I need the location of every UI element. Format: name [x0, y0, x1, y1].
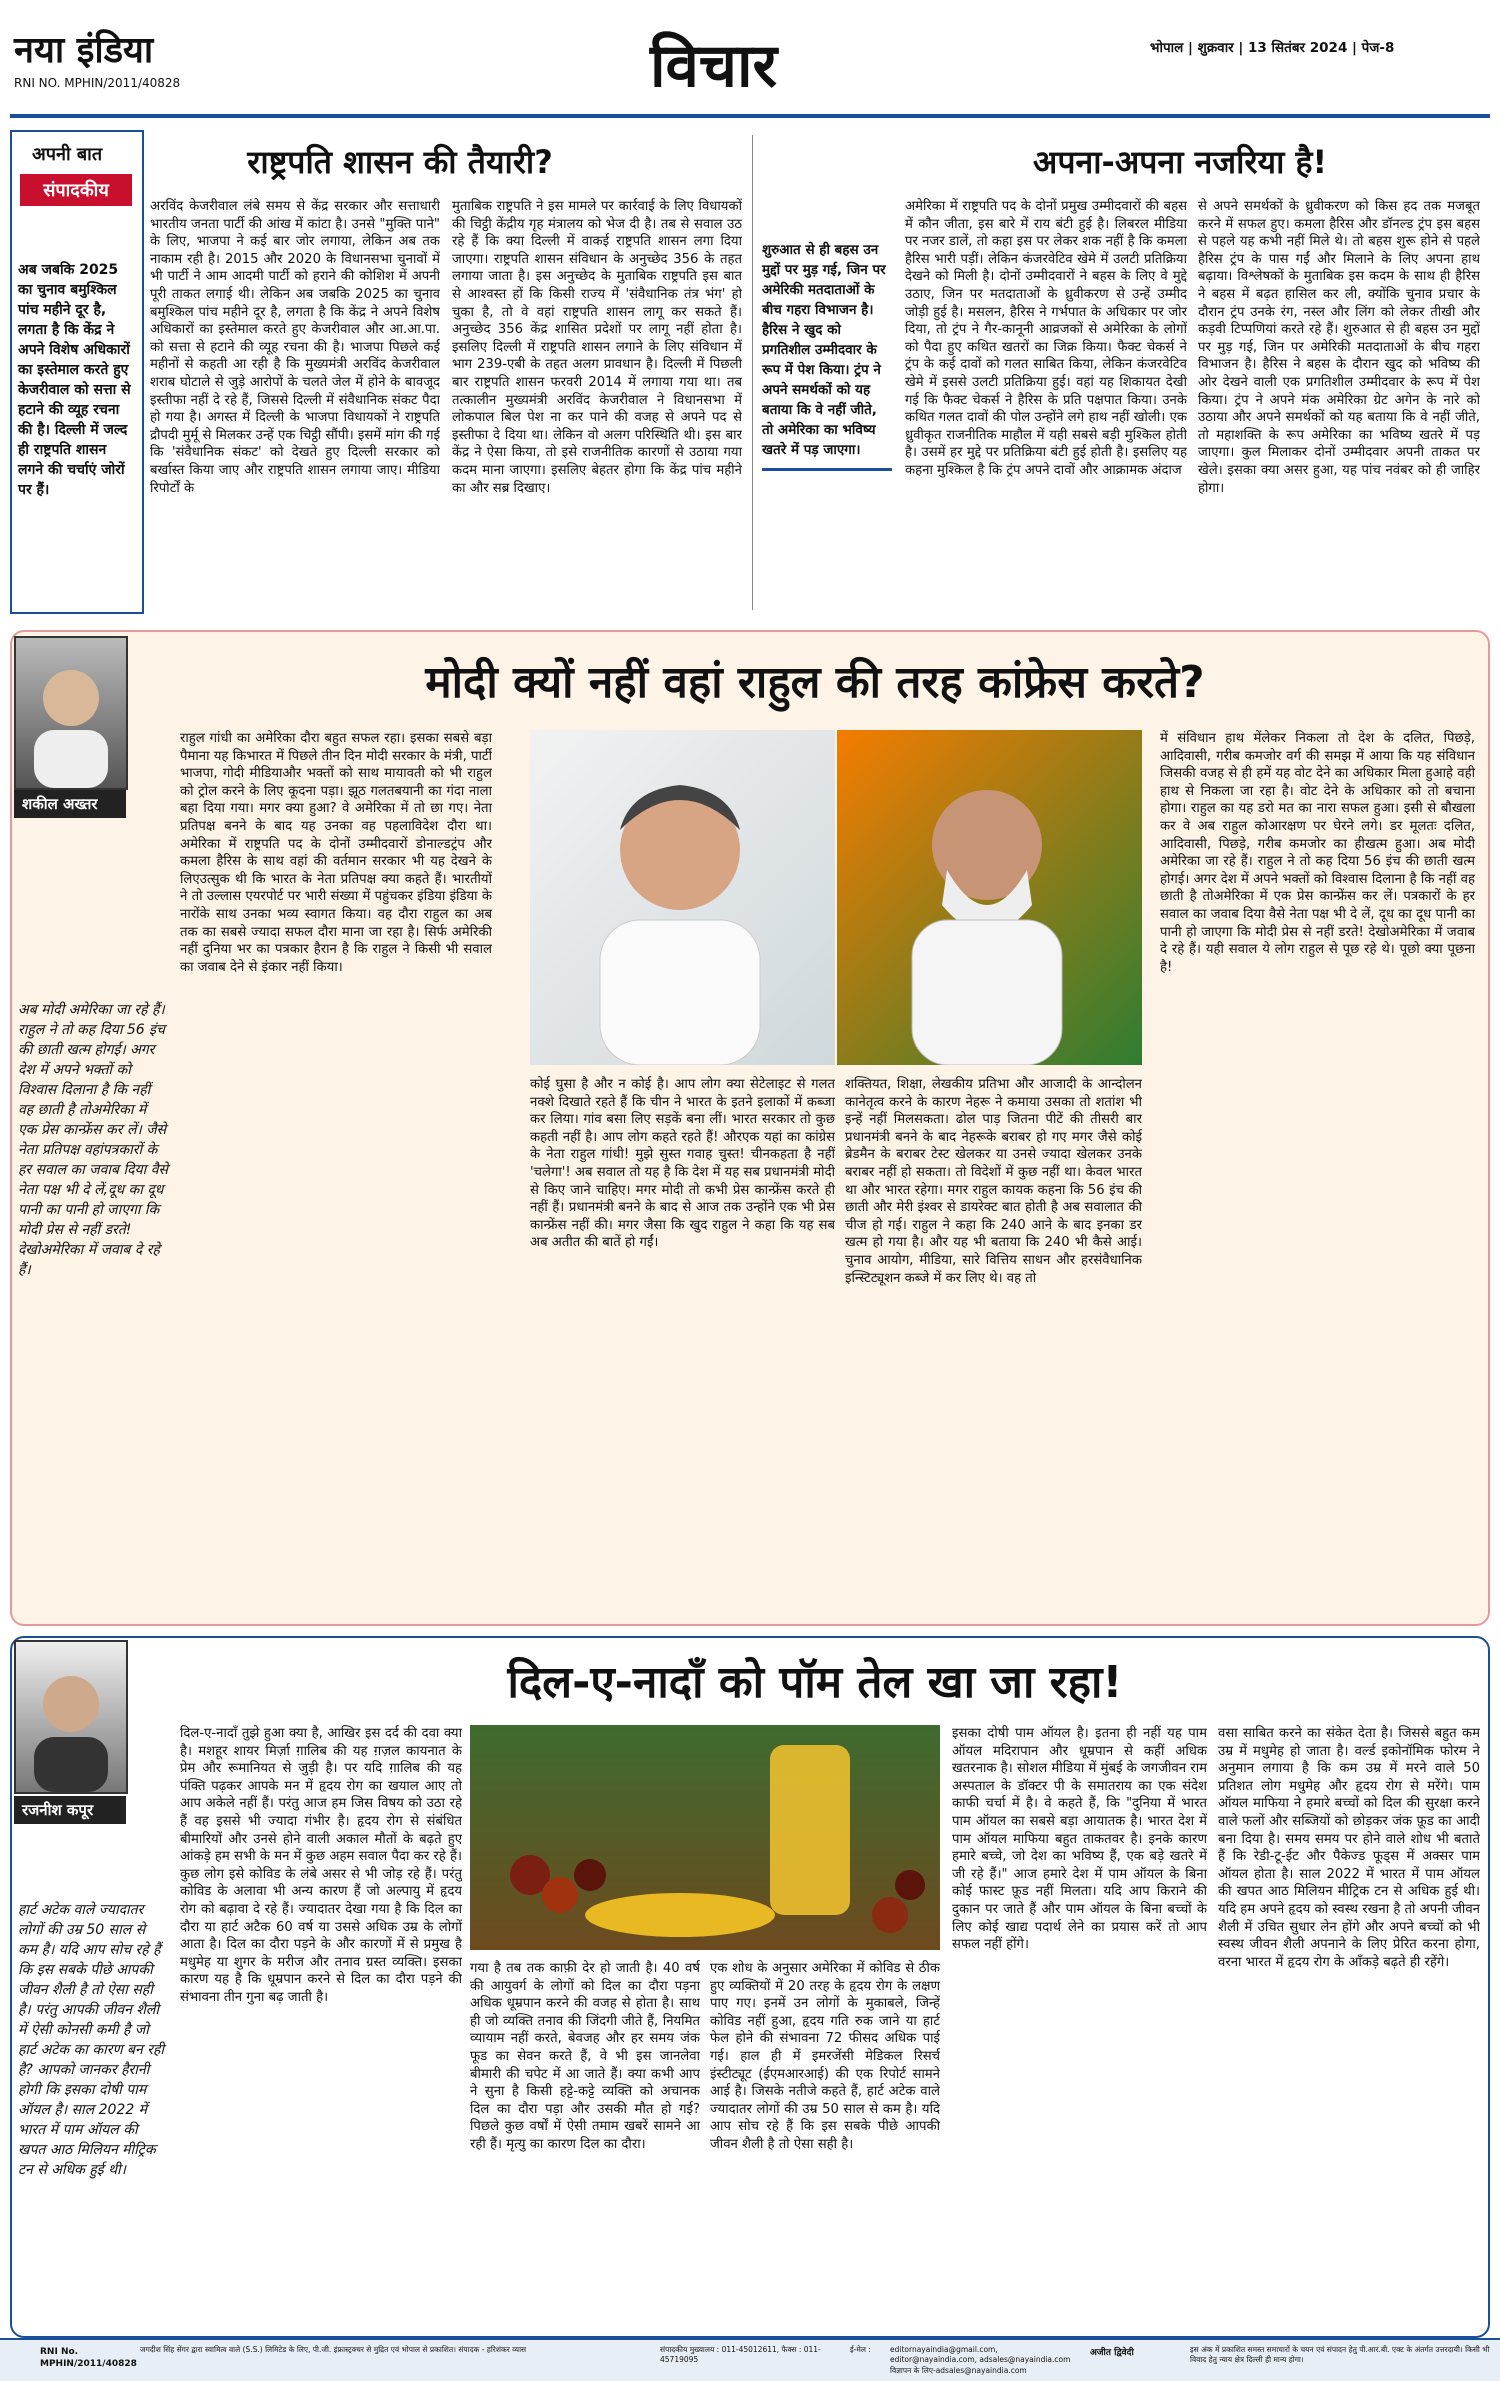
us-piece-headline: अपना-अपना नजरिया है!	[1032, 143, 1328, 181]
footer-ads: विज्ञापन के लिए-adsales@nayaindia.com	[890, 2366, 1027, 2375]
modi-article-pullquote: अब मोदी अमेरिका जा रहे हैं। राहुल ने तो कह दिया 56 इंच की छाती खत्म होगई। अगर देश में अपने भक्तों को विश्वास दिलाना है कि नहीं वह छाती है तोअमेरिका में एक प्रेस कान्फ्रेंस कर लें। जैसे नेता प्रतिपक्ष वहांपत्रकारों के हर सवाल का जवाब दिया वैसे नेता पक्ष भी दे लें,दूध का दूध पानी का पानी हो जाएगा कि मोदी प्रेस से नहीं डरते! देखोअमेरिका में जवाब दे रहे हैं।	[18, 1002, 169, 1278]
footer-imprint: जगदीश सिंह सेंगर द्वारा स्वामित्व वाले (S.S.) लिमिटेड के लिए, पी.जी. इंफ्रास्ट्रक्चर से मुद्रित एवं भोपाल से प्रकाशित। संपादक - हरिशंकर व्यास	[140, 2345, 527, 2354]
palm-col-1	[180, 1725, 462, 2325]
palm-col-4	[952, 1725, 1207, 2325]
section-title: विचार	[650, 31, 778, 101]
editorial-col-1	[150, 198, 440, 608]
palm-oil-photo	[470, 1725, 940, 1950]
masthead	[0, 0, 1500, 118]
modi-col-4-text: में संविधान हाथ मेंलेकर निकला तो देश के दलित, पिछड़े, आदिवासी, गरीब कमजोर वर्ग की समझ में आया कि यह संविधान जिसकी वजह से ही हमें यह वोट देने का अधिकार मिला हुआहे वही हाथ से निकला जा रहा है। वोट देने के अधिकार को तो बचाना होगा। राहुल का यह डरो मत का नारा सफल हुआ। इसी से बौखला कर वे अब राहुल कोआरक्षण पर घेरने लगे। डर मूलतः दलित, आदिवासी, पिछड़े, गरीब कमजोर का हीखत्म हुआ। अब मोदी अमेरिका जा रहे हैं। राहुल ने तो कह दिया 56 इंच की छाती खत्म होगई। अगर देश में अपने भक्तों को विश्वास दिलाना है कि नहीं वह छाती है तोअमेरिका में एक प्रेस कान्फ्रेंस कर लें। पत्रकारों के हर सवाल का जवाब दिया वैसे नेता पक्ष भी दे लें, दूध का दूध पानी का पानी हो जाएगा कि मोदी प्रेस से नहीं डरते! देखोअमेरिका में जवाब दे रहे हैं। यही सवाल ये लोग राहुल से पूछ रहे थे। पूछो क्या पूछना है!	[1160, 731, 1475, 975]
dateline: भोपाल | शुक्रवार | 13 सितंबर 2024 | पेज-8	[1150, 40, 1395, 56]
palm-col-3	[710, 1960, 940, 2325]
modi-col-4	[1160, 730, 1475, 1610]
footer	[0, 2338, 1500, 2381]
author-photo-rajneesh	[14, 1640, 128, 1794]
editorial-label-top: अपनी बात	[32, 144, 103, 165]
modi-col-2-text: कोई घुसा है और न कोई है। आप लोग क्या सेटेलाइट से गलत नक्शे दिखाते रहते हैं कि चीन ने भारत के इतने इलाकों में कब्जा कर लिया। गांव बसा लिए सड़कें बना लीं। भारत सरकार तो कुछ कहती नहीं है। आप लोग कहते रहते हैं! औरएक यहां का कांग्रेस के नेता राहुल गांधी! मुझे सुस्त गवाह चुस्त! चीनकहता है नहीं 'चलेगा'! अब सवाल तो यह है कि देश में यह सब प्रधानमंत्री मोदी से किए जाने चाहिए। मगर मोदी तो कभी प्रेस कान्फ्रेंस करते ही नहीं हैं। प्रधानमंत्री बनने के बाद से आज तक उन्होंने एक भी प्रेस कान्फ्रेंस नहीं की। मगर जैसा कि खुद राहुल ने कहा कि यह सब अब अतीत की बातें हो गईं।	[530, 1077, 835, 1251]
rni-number: RNI NO. MPHIN/2011/40828	[14, 76, 181, 90]
photo-narendra-modi	[837, 730, 1142, 1065]
footer-rni: RNI No. MPHIN/2011/40828	[40, 2347, 137, 2369]
modi-photo-illustration	[837, 730, 1142, 1065]
us-piece-col-1-text: अमेरिका में राष्ट्रपति पद के दोनों प्रमुख उम्मीदवारों की बहस में कौन जीता, इस बारे में राय बंटी हुई है। लिबरल मीडिया पर नजर डालें, तो कहा इस पर लेकर शक नहीं है कि कमला हैरिस भारी पड़ीं। लेकिन कंजरवेटिव खेमे में उलटी प्रतिक्रिया देखने को मिली है। दोनों उम्मीदवारों ने बहस के लिए वे मुद्दे उठाए, जिन पर मतदाताओं के ध्रुवीकरण से उन्हें उम्मीद जोड़ी हुई है। मसलन, हैरिस ने गर्भपात के अधिकार पर जोर दिया, तो ट्रंप ने गैर-कानूनी आव्रजकों से अमेरिका के लोगों को पैदा हुए कथित खतरों का जिक्र किया। फैक्ट चेकर्स ने ट्रंप के कई दावों को गलत साबित किया, लेकिन कंजरवेटिव खेमे में इससे उलटी प्रतिक्रिया हुई। वहां यह शिकायत देखी गई कि फैक्ट चेकर्स ने हैरिस के प्रति पक्षपात किया। उनके कथित गलत दावों की पोल उन्होंने लगे हाथ नहीं खोली। एक ध्रुवीकृत राजनीतिक माहौल में यही सबसे बड़ी मुश्किल होती है। उसमें हर मुद्दे पर प्रतिक्रिया बंटी हुई होती है। इसलिए यह कहना मुश्किल है कि ट्रंप अपने दावों और आक्रामक अंदाज	[905, 199, 1187, 478]
newspaper-logo: नया इंडिया	[14, 29, 154, 71]
modi-col-2	[530, 1076, 835, 1610]
us-piece-col-2	[1198, 198, 1480, 608]
footer-disclaimer: इस अंक में प्रकाशित समस्त समाचारों के चयन एवं संपादन हेतु पी.आर.बी. एक्ट के अंतर्गत उत्तरदायी। किसी भी विवाद हेतु न्याय क्षेत्र दिल्ली ही मान्य होगा।	[1190, 2345, 1490, 2364]
editorial-sidebox	[10, 130, 144, 614]
us-piece-col-1	[905, 198, 1187, 608]
author-name-rajneesh: रजनीश कपूर	[14, 1796, 126, 1824]
modi-col-1	[180, 730, 492, 1610]
footer-phone: संपादकीय मुख्यालय : 011-45012611, फैक्स : 011-45719095	[660, 2345, 821, 2364]
editorial-col-2-text: मुताबिक राष्ट्रपति ने इस मामले पर कार्रवाई के लिए विधायकों की चिट्ठी केंद्रीय गृह मंत्रालय को भेज दी है। तब से सवाल उठ रहे हैं कि क्या दिल्ली में वाकई राष्ट्रपति शासन लगा दिया जाएगा। राष्ट्रपति शासन संविधान के अनुच्छेद 356 के तहत लगाया जाता है। इस अनुच्छेद के मुताबिक राष्ट्रपति इस बात से आश्वस्त हों कि किसी राज्य में 'संवैधानिक तंत्र भंग' हो चुका है, तो वे वहां राष्ट्रपति शासन लागू कर सकते हैं। अनुच्छेद 356 केंद्र शासित प्रदेशों पर लागू नहीं होता है। इसलिए दिल्ली में राष्ट्रपति शासन लगाने के लिए संविधान में भाग 239-एबी के तहत अलग प्रावधान है। दिल्ली में पिछली बार राष्ट्रपति शासन फरवरी 2014 में लगाया गया था। तब तत्कालीन मुख्यमंत्री अरविंद केजरीवाल ने विधानसभा में लोकपाल बिल पेश ना कर पाने की वजह से अपने पद से इस्तीफा दे दिया था। लेकिन वो अलग परिस्थिति थी। इस बार केंद्र ने ऐसा किया, तो इसे राजनीतिक कारणों से उठाया गया कदम माना जाएगा। इसलिए बेहतर होगा कि केंद्र पांच महीने का और सब्र दिखाए।	[452, 199, 742, 496]
rahul-photo-illustration	[530, 730, 835, 1065]
editorial-divider	[752, 135, 753, 610]
palm-oil-illustration	[470, 1725, 940, 1950]
footer-emails[interactable]: editornayaindia@gmail.com, editor@nayaindia.com, adsales@nayaindia.com	[890, 2345, 1071, 2364]
footer-person: अजीत द्विवेदी	[1090, 2348, 1134, 2358]
editorial-label-bottom: संपादकीय	[20, 174, 132, 206]
palm-col-4-text: इसका दोषी पाम ऑयल है। इतना ही नहीं यह पाम ऑयल मदिरापान और धूम्रपान से कहीं अधिक खतरनाक है। सोशल मीडिया में मुंबई के जगजीवन राम अस्पताल के डॉक्टर पी के समातराय का एक संदेश काफी चर्चा में है। वे कहते हैं, कि "दुनिया में भारत पाम ऑयल का सबसे बड़ा आयातक है। भारत देश में पाम ऑयल माफिया बहुत ताकतवर है। इनके कारण हमारे बच्चे, जो देश का भविष्य हैं, एक बड़े खतरे में जी रहे हैं।" आज हमारे देश में पाम ऑयल के बिना कोई फास्ट फ़ूड नहीं मिलता। यदि आप किराने की दुकान पर जाते हैं और पाम ऑयल के बिना बच्चों के लिए कोई खाद्य पदार्थ लेने का प्रयास करें तो आप सफल नहीं होंगे।	[952, 1726, 1207, 1953]
editorial-headline: राष्ट्रपति शासन की तैयारी?	[247, 143, 553, 181]
masthead-rule	[10, 114, 1490, 118]
palm-article-pullquote: हार्ट अटेक वाले ज्यादातर लोगों की उम्र 50 साल से कम है। यदि आप सोच रहे हैं कि इस सबके पीछे आपकी जीवन शैली है तो ऐसा सही है। परंतु आपकी जीवन शैली में ऐसी कोनसी कमी है जो हार्ट अटेक का कारण बन रही है? आपको जानकर हैरानी होगी कि इसका दोषी पाम ऑयल है। साल 2022 में भारत में पाम ऑयल की खपत आठ मिलियन मीट्रिक टन से अधिक हुई थी।	[18, 1902, 165, 2178]
palm-col-3-text: एक शोध के अनुसार अमेरिका में कोविड से ठीक हुए व्यक्तियों में 20 तरह के हृदय रोग के लक्षण पाए गए। इनमें उन लोगों के मुकाबले, जिन्हें कोविड नहीं हुआ, हृदय गति रुक जाने या हार्ट फेल होने की संभावना 72 फीसद अधिक पाई गई। हाल ही में इमरजेंसी मेडिकल रिसर्च इंस्टीट्यूट (ईएमआरआई) की एक रिपोर्ट सामने आई है। जिसके नतीजे कहते हैं, हार्ट अटेक वाले ज्यादातर लोगों की उम्र 50 साल से कम है। यदि आप सोच रहे हैं कि इस सबके पीछे आपकी जीवन शैली है तो ऐसा सही है।	[710, 1961, 940, 2152]
palm-col-1-text: दिल-ए-नादाँ तुझे हुआ क्या है, आखिर इस दर्द की दवा क्या है। मशहूर शायर मिर्ज़ा ग़ालिब की यह ग़ज़ल कायनात के प्रेम और रूमानियत से जुड़ी है। पर यदि ग़ालिब की यह पंक्ति पढ़कर आपके मन में हृदय रोग का खयाल आए तो आप अकेले नहीं हैं। परंतु आज हम जिस विषय को उठा रहे हैं वह इससे भी ज्यादा गंभीर है। हृदय रोग से संबंधित बीमारियों और उनसे होने वाली अकाल मौतों के बढ़ते हुए आंकड़े हम सभी के मन में कुछ अहम सवाल पैदा कर रहे हैं। कुछ लोग इसे कोविड के लंबे असर से भी जोड़ रहे हैं। परंतु कोविड के अलावा भी अन्य कारण हैं जो अल्पायु में हृदय रोग को बढ़ावा दे रहे हैं। ज्यादातर देखा गया है कि दिल का दौरा या हार्ट अटैक 60 वर्ष या उससे अधिक उम्र के लोगों आता है। दिल का दौरा पड़ने के और कारणों में से प्रमुख है मधुमेह या शुगर के मरीज और तनाव ग्रस्त व्यक्ति। इसका कारण यह है कि धूम्रपान करने से दिल का दौरा पड़ने की संभावना तीन गुना बढ़ जाती है।	[180, 1726, 462, 2005]
palm-col-5	[1218, 1725, 1480, 2325]
us-piece-col-2-text: से अपने समर्थकों के ध्रुवीकरण को किस हद तक मजबूत करने में सफल हुए। कमला हैरिस और डॉनल्ड ट्रंप इस बहस से पहले यह कभी नहीं मिले थे। तो बहस शुरू होने से पहले हैरिस ट्रंप के पास गईं और मिलाने के लिए अपना हाथ बढ़ाया। विश्लेषकों के मुताबिक इस कदम के साथ ही हैरिस ने बहस में बढ़त हासिल कर ली, क्योंकि चुनाव प्रचार के दौरान ट्रंप उनके रंग, नस्ल और लिंग को लेकर तीखी और कड़वी टिप्पणियां करते रहे हैं। शुरुआत से ही बहस उन मुद्दों पर मुड़ गई, जिन पर अमेरिकी मतदाताओं के बीच गहरा विभाजन है। हैरिस ने बहस के दौरान खुद को भविष्य की ओर देखने वाली एक प्रगतिशील उम्मीदवार के रूप में पेश किया। ट्रंप ने अपने मंक अमेरिका ग्रेट अगेन के नारे को उठाया और अपने समर्थकों को यह बताया कि वे नहीं जीते, तो महाशक्ति के रूप अमेरिका का भविष्य खतरे में पड़ जाएगा। कुल मिलाकर दोनों उम्मीदवार अपनी ताकत पर खेले। इसका क्या असर हुआ, यह पांच नवंबर को ही जाहिर होगा।	[1198, 199, 1480, 496]
modi-col-1-text: राहुल गांधी का अमेरिका दौरा बहुत सफल रहा। इसका सबसे बड़ा पैमाना यह किभारत में पिछले तीन दिन मोदी सरकार के मंत्री, पार्टी भाजपा, गोदी मीडियाऔर भक्तों को साथ मायावती को भी राहुल को ट्रोल करने के लिए कूदना पड़ा। झूठ गलतबयानी का गंदा नाला बहा दिया गया। मगर क्या हुआ? वे अमेरिका में तो छा गए। नेता प्रतिपक्ष बनने के बाद यह उनका वह पहलाविदेश दौरा था। अमेरिका में राष्ट्रपति पद के दोनों उम्मीदवारों डोनाल्डट्रंप और कमला हैरिस के साथ वहां की वर्तमान सरकार भी यह देखने के लिएउत्सुक थी कि भारत के नेता प्रतिपक्ष क्या कहते हैं। भारतीयों ने तो उल्लास एयरपोर्ट पर भारी संख्या में पहुंचकर इंडिया इंडिया के नारोंके साथ उनका भव्य स्वागत किया। वह दौरा राहुल का अब तक का सबसे ज्यादा सफल दौरा माना जा रहा है। सिर्फ अमेरिकी नहीं दुनिया भर का पत्रकार हैरान है कि राहुल ने किसी भी सवाल का जवाब देने से इंकार नहीं किया।	[180, 731, 492, 975]
palm-col-2	[470, 1960, 700, 2325]
palm-article-headline: दिल-ए-नादाँ को पॉम तेल खा जा रहा!	[507, 1657, 1123, 1708]
palm-col-5-text: वसा साबित करने का संकेत देता है। जिससे बहुत कम उम्र में मधुमेह हो जाता है। वर्ल्ड इकोनॉमिक फोरम ने अनुमान लगाया है कि कम उम्र में मरने वाले 50 प्रतिशत लोग मधुमेह और हृदय रोग से मरेंगे। पाम ऑयल माफिया ने हमारे बच्चों को दिल की सुरक्षा करने वाले फलों और सब्जियों को छोड़कर जंक फ़ूड का आदी बना दिया है। समय समय पर होने वाले शोध भी बताते हैं कि रेडी-टू-ईट और पैकेज्ड फूड्स में अक्सर पाम ऑयल होता है। साल 2022 में भारत में पाम ऑयल की खपत आठ मिलियन मीट्रिक टन से अधिक हुई थी। यदि हम अपने हृदय को स्वस्थ रखना है तो अपनी जीवन शैली में उचित सुधार लेन होंगे और अपने बच्चों को भी स्वस्थ जीवन शैली अपनाने के लिए प्रेरित करना होगा, वरना भारत में हृदय रोग के आँकड़े बढ़ते ही रहेंगे।	[1218, 1726, 1480, 1970]
modi-col-3	[845, 1076, 1142, 1610]
footer-email-label: ई-मेल :	[850, 2345, 871, 2354]
author-photo-shakeel	[14, 636, 128, 790]
author-name-shakeel: शकील अख्तर	[14, 790, 126, 818]
editorial-col-2	[452, 198, 742, 608]
author-silhouette-icon	[16, 638, 126, 788]
editorial-col-1-text: अरविंद केजरीवाल लंबे समय से केंद्र सरकार और सत्ताधारी भारतीय जनता पार्टी की आंख में कांटा है। उनसे "मुक्ति पाने" के लिए, भाजपा ने कई बार जोर लगाया, लेकिन अब तक नाकाम रही है। 2015 और 2020 के विधानसभा चुनावों में भी पार्टी ने आम आदमी पार्टी को हराने की कोशिश में अपनी पूरी ताकत लगाई थी। लेकिन अब जबकि 2025 का चुनाव बमुश्किल पांच महीने दूर है, लगता है कि केंद्र ने अपने विशेष अधिकारों का इस्तेमाल करते हुए केजरीवाल और आ.आ.पा. को सत्ता से हटाने की व्यूह रचना की है। भाजपा पिछले कई महीनों से कहती आ रही है कि मुख्यमंत्री अरविंद केजरीवाल शराब घोटाले से जुड़े आरोपों के चलते जेल में होने के बावजूद इस्तीफा नहीं दे रहे हैं, जिससे दिल्ली में संवैधानिक संकट पैदा हो गया है। अगस्त में दिल्ली के भाजपा विधायकों ने राष्ट्रपति द्रौपदी मुर्मू से मिलकर उन्हें एक चिट्ठी सौंपी। इसमें मांग की गई कि 'संवैधानिक संकट' को देखते हुए दिल्ली सरकार को बर्खास्त किया जाए और राष्ट्रपति शासन लगाया जाए। मीडिया रिपोर्टों के	[150, 199, 440, 496]
palm-col-2-text: गया है तब तक काफ़ी देर हो जाती है। 40 वर्ष की आयुवर्ग के लोगों को दिल का दौरा पड़ना अधिक धूम्रपान करने की वजह से होता है। साथ ही जो व्यक्ति तनाव की जिंदगी जीते हैं, नियमित व्यायाम नहीं करते, बेवजह और हर समय जंक फूड का सेवन करते हैं, वे भी इस जानलेवा बीमारी की चपेट में आ जाते हैं। क्या कभी आप ने सुना है किसी हट्टे-कट्टे व्यक्ति को अचानक दिल का दौरा पड़ा और उसकी मौत हो गई? पिछले कुछ वर्षों में ऐसी तमाम खबरें सामने आ रही हैं। मृत्यु का कारण दिल का दौरा।	[470, 1961, 700, 2152]
editorial-side-note: अब जबकि 2025 का चुनाव बमुश्किल पांच महीने दूर है, लगता है कि केंद्र ने अपने विशेष अधिकारों का इस्तेमाल करते हुए केजरीवाल को सत्ता से हटाने की व्यूह रचना की है। दिल्ली में जल्द ही राष्ट्रपति शासन लगने की चर्चाएं जोरों पर हैं।	[18, 262, 131, 498]
author-silhouette-icon-2	[16, 1642, 126, 1792]
photo-rahul-gandhi	[530, 730, 835, 1065]
modi-col-3-text: शक्तियत, शिक्षा, लेखकीय प्रतिभा और आजादी के आन्दोलन कानेतृत्व करने के कारण नेहरू ने कमाया उसका तो शतांश भी इन्हें नहीं मिलसकता। ढोल पाड़ जितना पीटें की तीसरी बार प्रधानमंत्री बनने के बाद नेहरूके बराबर हो गए मगर जैसे कोई ब्रेडमैन के बराबर टेस्ट खेलकर या उनसे ज्यादा खेलकर उनके बराबर नहीं हो सकता। तो विदेशों में कुछ नहीं था। केवल भारत था और भारत रहेगा। मगर राहुल कायक कहना कि 56 इंच की छाती और मेरी इंश्वर से डायरेक्ट बात होती है अब सवालात की चीज हो गई। राहुल ने कहा कि 240 आने के बाद इनका डर खत्म हो गया है। और यह भी बताया कि 240 भी कैसे आई। चुनाव आयोग, मीडिया, सारे वित्तिय साधन और हरसंवैधानिक इन्स्टिट्यूशन कब्जे में कर लिए थे। वह तो	[845, 1077, 1142, 1286]
modi-article-headline: मोदी क्यों नहीं वहां राहुल की तरह कांफ्रेस करते?	[425, 657, 1205, 708]
us-piece-pullquote: शुरुआत से ही बहस उन मुद्दों पर मुड़ गई, जिन पर अमेरिकी मतदाताओं के बीच गहरा विभाजन है। हैरिस ने खुद को प्रगतिशील उम्मीदवार के रूप में पेश किया। ट्रंप ने अपने समर्थकों को यह बताया कि वे नहीं जीते, तो अमेरिका का भविष्य खतरे में पड़ जाएगा।	[762, 240, 892, 471]
